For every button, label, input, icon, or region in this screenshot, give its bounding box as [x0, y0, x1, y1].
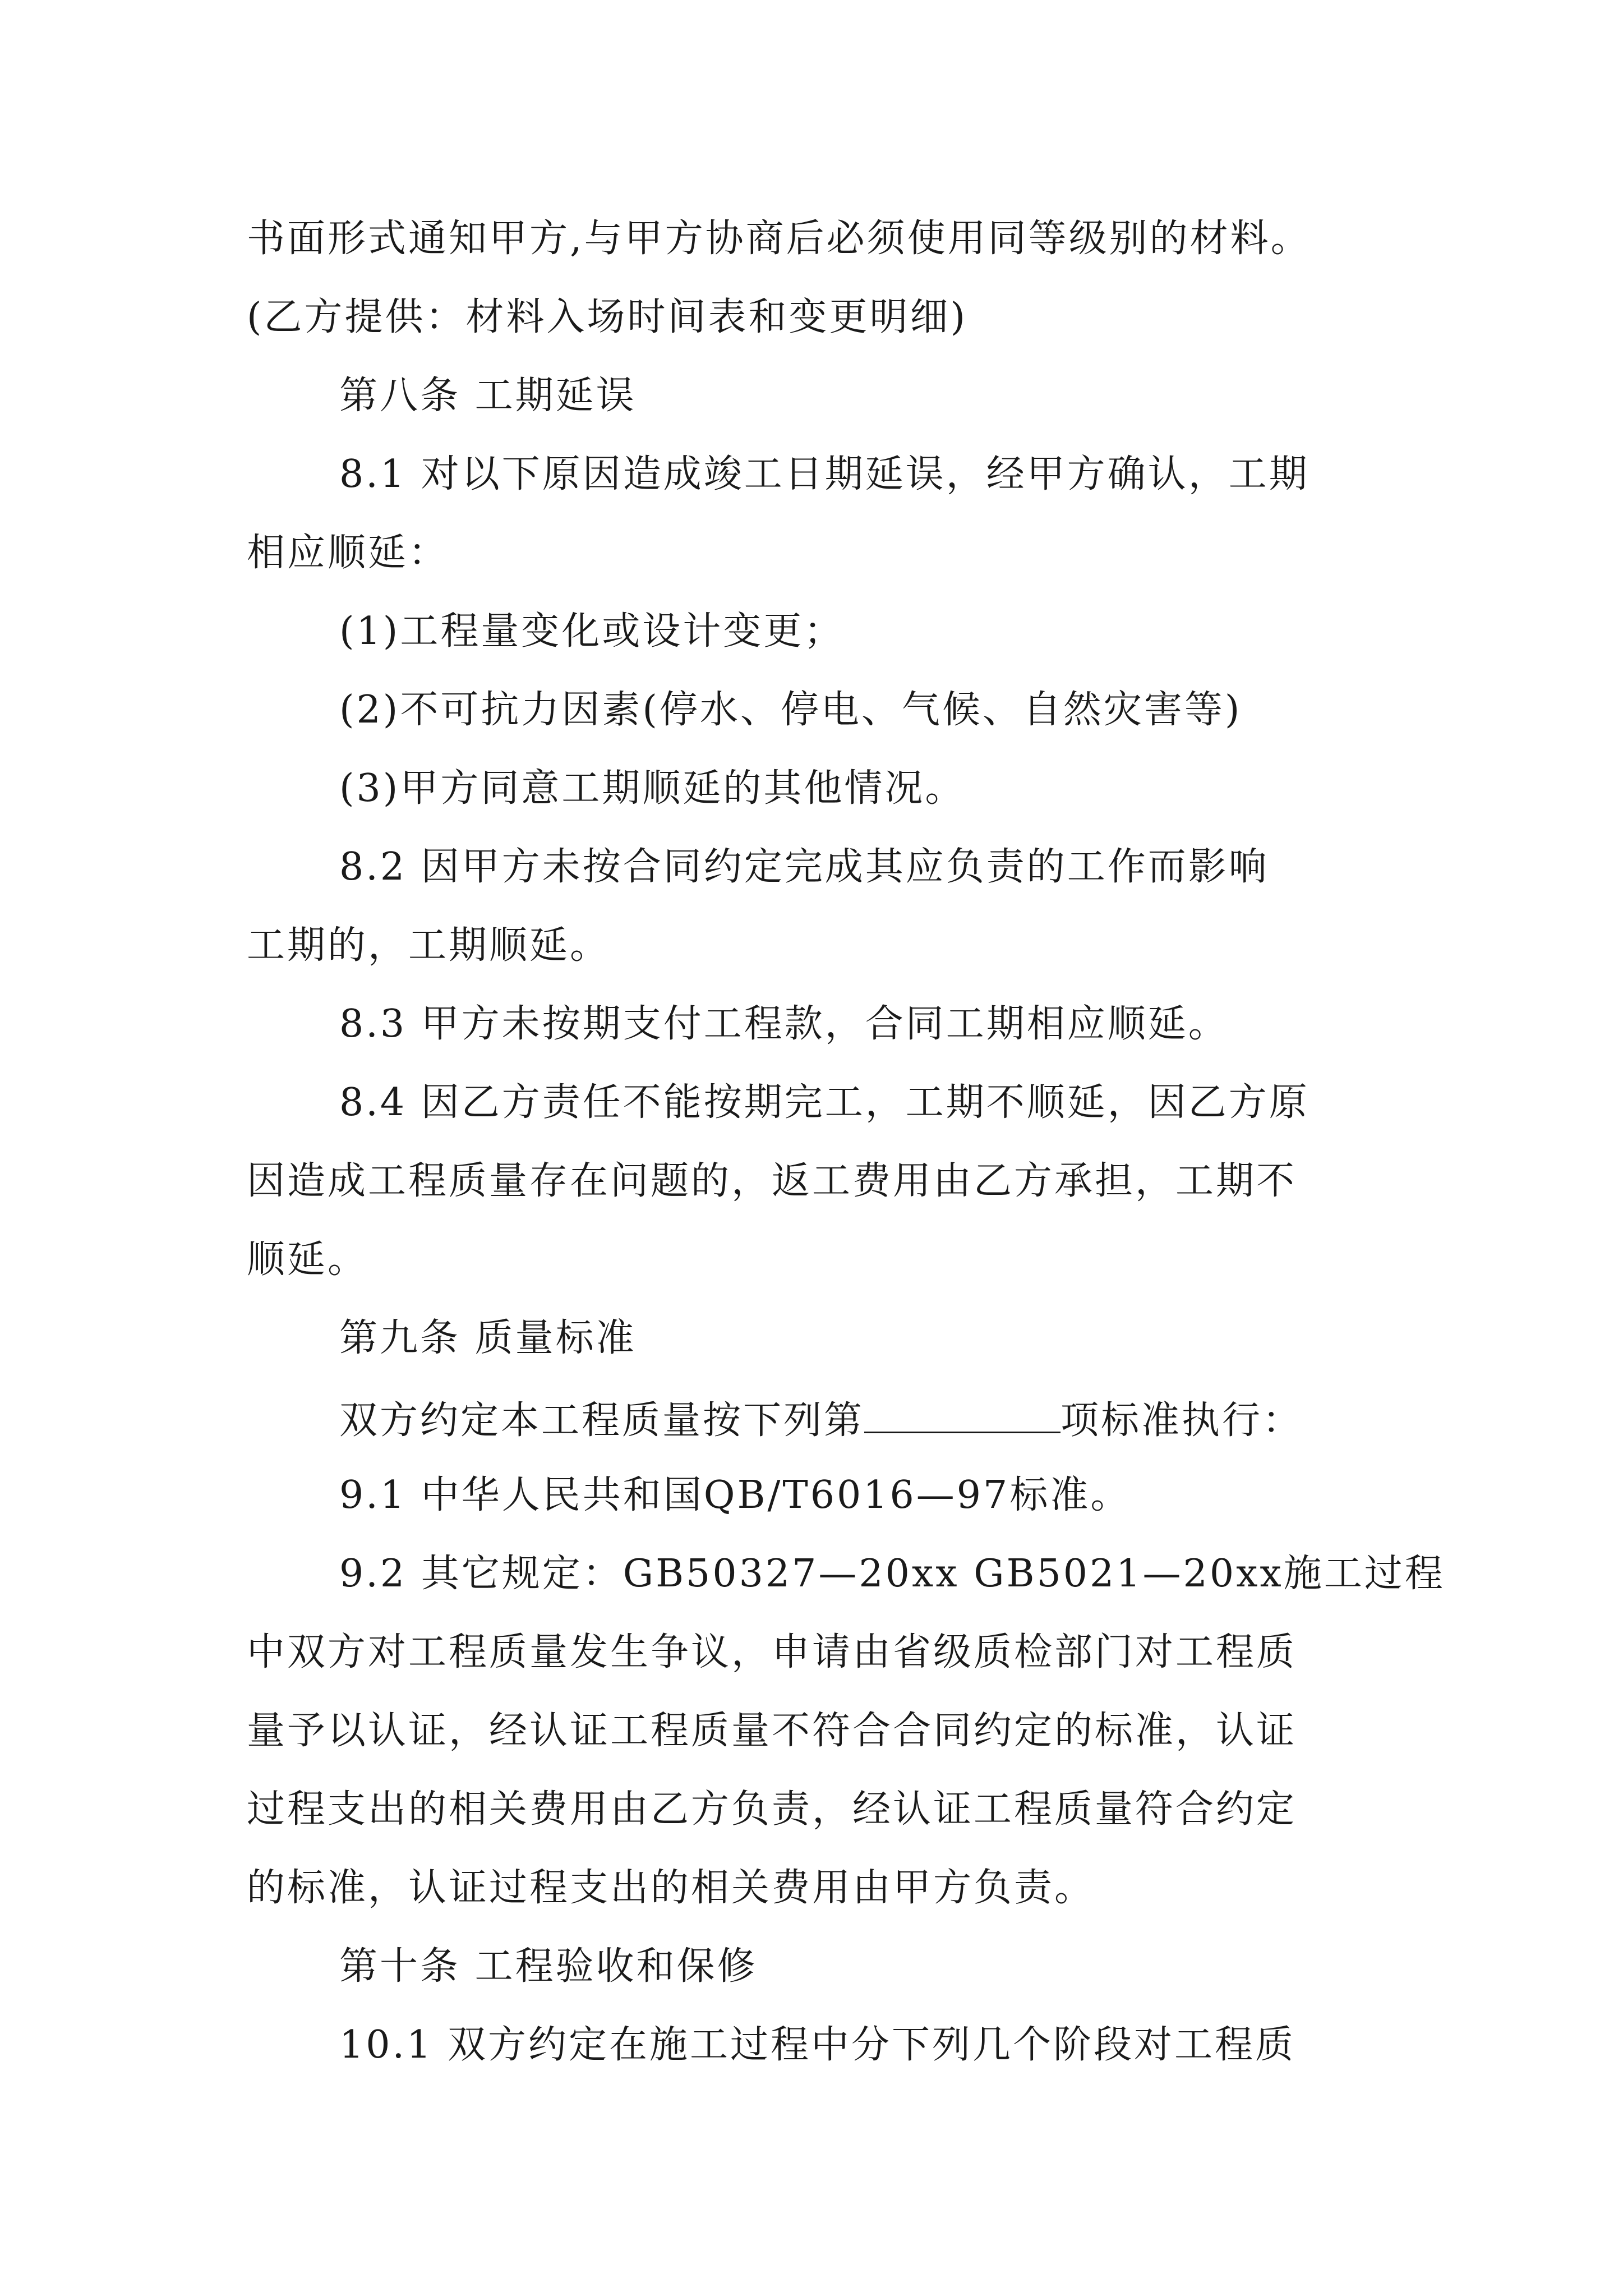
clause-8-1: 8.1 对以下原因造成竣工日期延误，经甲方确认，工期	[339, 452, 1310, 496]
clause-9-2-cont-2: 量予以认证，经认证工程质量不符合合同约定的标准，认证	[247, 1709, 1297, 1753]
clause-8-2: 8.2 因甲方未按合同约定完成其应负责的工作而影响	[339, 845, 1269, 889]
list-item-3: (3)甲方同意工期顺延的其他情况。	[339, 766, 966, 811]
quality-standard-text-before: 双方约定本工程质量按下列第	[339, 1398, 865, 1443]
clause-8-4-cont-1: 因造成工程质量存在问题的，返工费用由乙方承担，工期不	[247, 1159, 1297, 1203]
clause-8-4: 8.4 因乙方责任不能按期完工，工期不顺延，因乙方原	[339, 1080, 1310, 1125]
quality-standard-line	[339, 1398, 1303, 1443]
fill-in-blank[interactable]	[864, 1398, 1061, 1433]
clause-8-4-cont-2: 顺延。	[247, 1237, 368, 1282]
quality-standard-text-after: 项标准执行：	[1061, 1398, 1303, 1443]
clause-9-2-cont-3: 过程支出的相关费用由乙方负责，经认证工程质量符合约定	[247, 1787, 1297, 1832]
clause-9-2-cont-1: 中双方对工程质量发生争议，申请由省级质检部门对工程质	[247, 1630, 1297, 1674]
list-item-1: (1)工程量变化或设计变更；	[339, 609, 845, 654]
clause-9-2-cont-4: 的标准，认证过程支出的相关费用由甲方负责。	[247, 1866, 1095, 1910]
section-heading-9: 第九条 质量标准	[339, 1316, 637, 1360]
clause-8-3: 8.3 甲方未按期支付工程款，合同工期相应顺延。	[339, 1002, 1229, 1046]
clause-9-2: 9.2 其它规定：GB50327—20xx GB5021—20xx施工过程	[339, 1552, 1445, 1596]
section-heading-8: 第八条 工期延误	[339, 374, 637, 418]
clause-10-1: 10.1 双方约定在施工过程中分下列几个阶段对工程质	[339, 2023, 1296, 2067]
text-line-2: (乙方提供：材料入场时间表和变更明细)	[247, 295, 968, 339]
list-item-2: (2)不可抗力因素(停水、停电、气候、自然灾害等)	[339, 688, 1242, 732]
section-heading-10: 第十条 工程验收和保修	[339, 1944, 758, 1989]
text-line-1: 书面形式通知甲方,与甲方协商后必须使用同等级别的材料。	[247, 217, 1311, 261]
clause-9-1: 9.1 中华人民共和国QB/T6016—97标准。	[339, 1473, 1131, 1517]
clause-8-2-cont: 工期的，工期顺延。	[247, 923, 611, 968]
clause-8-1-cont: 相应顺延：	[247, 531, 449, 575]
